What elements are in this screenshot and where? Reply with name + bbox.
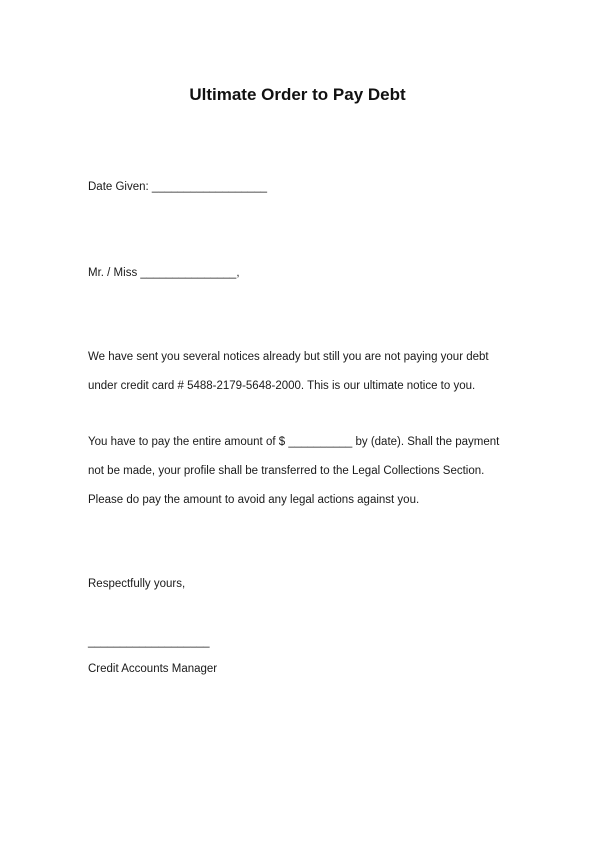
- paragraph2-line3: Please do pay the amount to avoid any legal actions against you.: [88, 494, 420, 506]
- closing-line: Respectfully yours,: [88, 578, 186, 590]
- paragraph2-line2: not be made, your profile shall be transferred to the Legal Collections Section.: [88, 465, 485, 477]
- paragraph1-line2: under credit card # 5488-2179-5648-2000. This is our ultimate notice to you.: [88, 380, 476, 392]
- paragraph2-line1: You have to pay the entire amount of $ __________ by (date). Shall the payment: [88, 436, 500, 448]
- signer-title: Credit Accounts Manager: [88, 663, 218, 675]
- paragraph1-line1: We have sent you several notices already but still you are not paying your debt: [88, 351, 489, 363]
- signature-line: ___________________: [88, 636, 210, 648]
- document-title: Ultimate Order to Pay Debt: [189, 85, 406, 104]
- date-given-line: Date Given: __________________: [88, 181, 268, 193]
- salutation-line: Mr. / Miss _______________,: [88, 267, 240, 279]
